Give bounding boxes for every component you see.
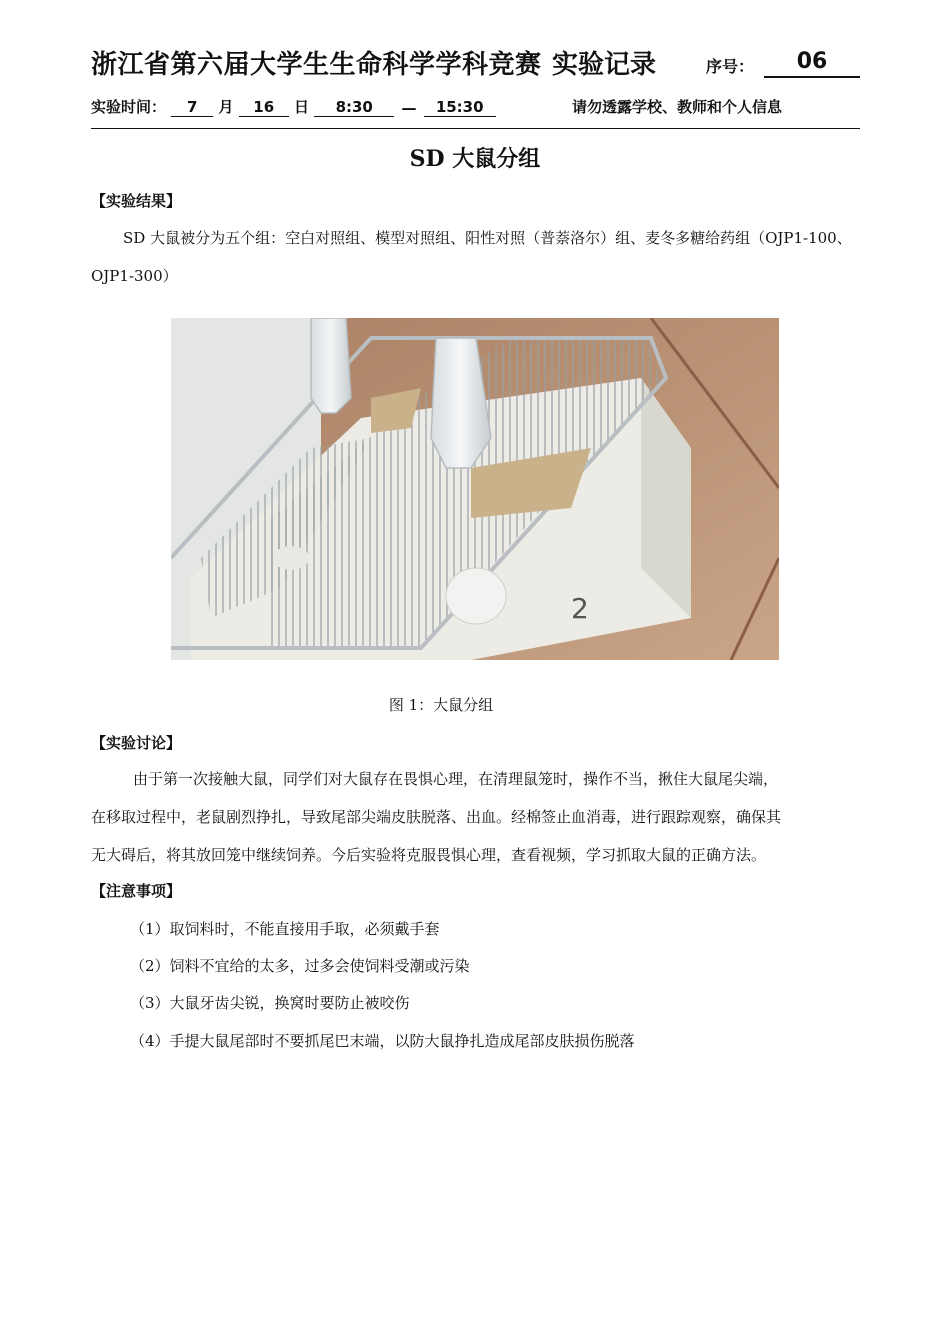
rat-cage-photo: [171, 318, 779, 660]
cage-marking: 2: [571, 592, 589, 625]
notes-heading: 【注意事项】: [91, 882, 182, 900]
note-item: （4）手提大鼠尾部时不要抓尾巴末端，以防大鼠挣扎造成尾部皮肤损伤脱落: [130, 1032, 635, 1050]
rat-left: [273, 546, 309, 570]
discussion-line-3: 无大碍后，将其放回笼中继续饲养。今后实验将克服畏惧心理，查看视频，学习抓取大鼠的正确方法。: [91, 846, 767, 864]
discussion-paragraph: [91, 760, 861, 874]
water-bottle-left: [311, 318, 351, 413]
record-label: 实验记录: [552, 50, 657, 80]
discussion-heading: 【实验讨论】: [91, 734, 182, 752]
month-unit: 月: [218, 98, 234, 116]
results-line-1: SD 大鼠被分为五个组：空白对照组、模型对照组、阳性对照（普萘洛尔）组、麦冬多糖给药组（OJP1-100、: [123, 229, 852, 247]
results-heading: 【实验结果】: [91, 192, 182, 210]
discussion-line-1: 由于第一次接触大鼠，同学们对大鼠存在畏惧心理，在清理鼠笼时，操作不当，揪住大鼠尾尖端，: [133, 770, 779, 788]
end-time: 15:30: [424, 98, 496, 117]
sequence-label: 序号：: [706, 57, 755, 76]
results-line-2: OJP1-300）: [91, 267, 178, 285]
start-time: 8:30: [314, 98, 394, 117]
sequence-number: 06: [764, 48, 860, 78]
competition-title: 浙江省第六届大学生生命科学学科竞赛: [91, 50, 542, 80]
header-divider: [91, 128, 860, 129]
note-item: （1）取饲料时，不能直接用手取，必须戴手套: [130, 920, 440, 938]
experiment-time-row: [91, 96, 496, 117]
month-value: 7: [171, 98, 213, 117]
rat: [446, 568, 506, 624]
figure-caption: 图 1：大鼠分组: [388, 696, 494, 714]
time-label: 实验时间：: [91, 98, 167, 116]
privacy-notice: 请勿透露学校、教师和个人信息: [572, 98, 783, 116]
document-title: SD 大鼠分组: [409, 146, 541, 172]
note-item: （3）大鼠牙齿尖锐，换窝时要防止被咬伤: [130, 994, 410, 1012]
results-paragraph: [91, 219, 861, 295]
day-unit: 日: [293, 98, 309, 116]
discussion-line-2: 在移取过程中，老鼠剧烈挣扎，导致尾部尖端皮肤脱落、出血。经棉签止血消毒，进行跟踪观察，确保其: [91, 808, 782, 826]
day-value: 16: [239, 98, 289, 117]
note-item: （2）饲料不宜给的太多，过多会使饲料受潮或污染: [130, 957, 470, 975]
time-dash: —: [401, 99, 417, 117]
